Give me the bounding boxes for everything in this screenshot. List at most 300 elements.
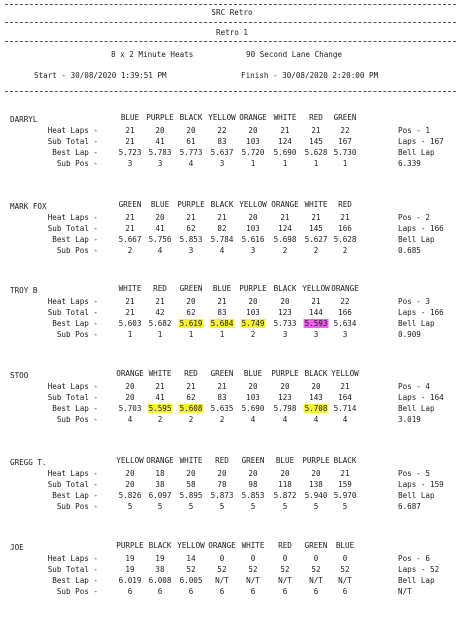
heat-laps-value: 20 [186,126,196,135]
position: Pos - 3 [398,297,431,306]
sub-pos-value: 3 [282,330,288,339]
best-lap-value: 5.826 [118,491,142,500]
lane-color-header: BLUE [275,456,295,465]
sub-pos-value: 3 [250,246,256,255]
heat-laps-value: 21 [340,213,350,222]
heat-laps-value: 20 [311,469,321,478]
bell-lap-label: Bell Lap [398,404,435,413]
sub-pos-value: 4 [342,415,348,424]
sub-total-value: 118 [278,480,292,489]
sub-total-value: 164 [338,393,352,402]
lane-color-header: YELLOW [331,369,359,378]
heat-laps-value: 20 [248,297,258,306]
sub-total-value: 62 [186,308,196,317]
report-title: SRC Retro [211,8,253,17]
lane-color-header: GREEN [241,456,265,465]
sub-pos-value: 4 [313,415,319,424]
sub-pos-value: 6 [157,587,163,596]
best-lap-value: 5.634 [333,319,357,328]
sub-pos-label: Sub Pos - [56,415,98,424]
sub-pos-value: 2 [282,246,288,255]
lane-color-header: BLACK [179,113,203,122]
driver-name: JOE [10,543,24,552]
sub-total-value: 21 [125,137,135,146]
lane-color-header: PURPLE [271,369,299,378]
best-lap-value: N/T [246,576,260,585]
lane-color-header: BLACK [210,200,234,209]
best-lap-value: 6.097 [148,491,172,500]
heat-laps-value: 21 [125,213,135,222]
sub-total-value: 145 [309,224,323,233]
heat-laps-value: 20 [155,213,165,222]
sub-pos-value: 2 [342,246,348,255]
best-lap-value: 5.720 [241,148,265,157]
lane-color-header: ORANGE [239,113,267,122]
bell-lap-time: 0.909 [398,330,421,339]
heat-laps-value: 21 [280,213,290,222]
heat-laps-value: 20 [248,469,258,478]
best-lap-value: 5.970 [333,491,357,500]
sub-pos-value: 6 [188,587,194,596]
sub-total-value: 21 [125,308,135,317]
best-lap-value: 5.682 [148,319,172,328]
best-lap-value: 5.635 [210,404,234,413]
best-lap-value: 5.872 [273,491,297,500]
best-lap-value: 5.637 [210,148,234,157]
sub-total-value: 98 [248,480,258,489]
best-lap-value-highlighted: 5.684 [210,319,234,328]
sub-pos-value: 1 [188,330,194,339]
lane-color-header: WHITE [304,200,328,209]
total-laps: Laps - 52 [398,565,440,574]
sub-pos-value: 4 [250,415,256,424]
lane-color-header: PURPLE [146,113,174,122]
sub-total-value: 20 [125,480,135,489]
sub-pos-label: Sub Pos - [56,159,98,168]
best-lap-value: 5.667 [118,235,142,244]
heat-laps-label: Heat Laps - [47,213,98,222]
sub-total-label: Sub Total - [47,480,98,489]
sub-pos-value: 5 [127,502,133,511]
total-laps: Laps - 164 [398,393,444,402]
lane-color-header: YELLOW [177,541,205,550]
heat-laps-value: 21 [125,126,135,135]
divider [5,41,456,42]
position: Pos - 4 [398,382,431,391]
sub-total-value: 82 [217,224,227,233]
sub-pos-label: Sub Pos - [56,502,98,511]
sub-total-value: 83 [217,393,227,402]
bell-lap-label: Bell Lap [398,148,435,157]
best-lap-value: 5.798 [273,404,297,413]
start-time: Start - 30/08/2020 1:39:51 PM [34,71,167,80]
sub-total-value: 38 [155,480,165,489]
sub-total-value: 138 [309,480,323,489]
sub-pos-value: 3 [219,159,225,168]
best-lap-value-highlighted: 5.749 [241,319,265,328]
lane-color-header: WHITE [148,369,172,378]
sub-total-value: 52 [186,565,196,574]
heat-laps-value: 20 [280,297,290,306]
heat-laps-value: 0 [282,554,288,563]
lane-color-header: PURPLE [177,200,205,209]
lane-color-header: RED [215,456,229,465]
best-lap-label: Best Lap - [52,319,98,328]
best-lap-value: 5.853 [179,235,203,244]
sub-pos-value: 4 [157,246,163,255]
sub-total-label: Sub Total - [47,137,98,146]
sub-total-value: 20 [125,393,135,402]
sub-total-value: 78 [217,480,227,489]
position: Pos - 1 [398,126,431,135]
total-laps: Laps - 167 [398,137,444,146]
best-lap-value: 5.873 [210,491,234,500]
best-lap-value: 5.616 [241,235,265,244]
best-lap-label: Best Lap - [52,576,98,585]
sub-total-value: 21 [125,224,135,233]
lane-color-header: YELLOW [116,456,144,465]
best-lap-value-highlighted: 5.593 [304,319,328,328]
sub-total-label: Sub Total - [47,393,98,402]
sub-total-value: 103 [246,224,260,233]
lane-color-header: RED [309,113,323,122]
sub-total-value: 83 [217,308,227,317]
total-laps: Laps - 166 [398,224,444,233]
best-lap-value: 5.730 [333,148,357,157]
best-lap-value: 5.773 [179,148,203,157]
sub-pos-value: 1 [250,159,256,168]
heat-laps-value: 21 [217,382,227,391]
finish-time: Finish - 30/08/2020 2:20:00 PM [241,71,379,80]
best-lap-value: 5.714 [333,404,357,413]
sub-pos-value: 1 [342,159,348,168]
best-lap-label: Best Lap - [52,235,98,244]
lane-color-header: BLACK [304,369,328,378]
sub-pos-value: 5 [157,502,163,511]
best-lap-label: Best Lap - [52,491,98,500]
sub-total-value: 83 [217,137,227,146]
lane-color-header: YELLOW [208,113,236,122]
lane-color-header: WHITE [273,113,297,122]
bell-lap-label: Bell Lap [398,576,435,585]
bell-lap-label: Bell Lap [398,235,435,244]
lane-color-header: ORANGE [146,456,174,465]
lane-color-header: BLUE [150,200,170,209]
best-lap-value: 5.628 [304,148,328,157]
best-lap-value: 5.733 [273,319,297,328]
lane-color-header: BLACK [148,541,172,550]
sub-pos-value: 5 [219,502,225,511]
sub-total-value: 124 [278,224,292,233]
lane-color-header: BLUE [212,284,232,293]
divider [5,4,456,5]
lane-color-header: ORANGE [208,541,236,550]
best-lap-value: 5.756 [148,235,172,244]
best-lap-value-highlighted: 5.608 [179,404,203,413]
sub-total-value: 38 [155,565,165,574]
sub-total-value: 41 [155,224,165,233]
divider [5,91,456,92]
best-lap-value: 6.008 [148,576,172,585]
sub-total-value: 166 [338,308,352,317]
best-lap-value: 5.783 [148,148,172,157]
driver-name: DARRYL [10,115,38,124]
sub-pos-value: 4 [127,415,133,424]
total-laps: Laps - 166 [398,308,444,317]
heat-laps-value: 21 [311,126,321,135]
sub-total-value: 52 [217,565,227,574]
heat-laps-label: Heat Laps - [47,126,98,135]
sub-total-value: 103 [246,393,260,402]
sub-total-value: 61 [186,137,196,146]
sub-pos-value: 3 [127,159,133,168]
position: Pos - 6 [398,554,431,563]
heat-laps-value: 21 [311,213,321,222]
sub-pos-label: Sub Pos - [56,587,98,596]
heat-laps-value: 21 [311,297,321,306]
best-lap-value: 5.690 [273,148,297,157]
sub-pos-label: Sub Pos - [56,246,98,255]
best-lap-value: N/T [338,576,352,585]
sub-total-value: 62 [186,224,196,233]
sub-pos-value: 1 [282,159,288,168]
sub-pos-value: 6 [250,587,256,596]
sub-total-value: 159 [338,480,352,489]
lane-color-header: BLUE [120,113,140,122]
heat-laps-label: Heat Laps - [47,382,98,391]
bell-lap-time: N/T [398,587,412,596]
heat-laps-value: 21 [340,469,350,478]
heat-laps-value: 21 [340,382,350,391]
best-lap-value-highlighted: 5.619 [179,319,203,328]
lane-color-header: RED [184,369,198,378]
sub-pos-value: 4 [188,159,194,168]
sub-pos-value: 3 [157,159,163,168]
lane-color-header: RED [153,284,167,293]
sub-total-value: 166 [338,224,352,233]
sub-pos-value: 5 [282,502,288,511]
sub-total-value: 167 [338,137,352,146]
lane-color-header: WHITE [179,456,203,465]
sub-total-value: 41 [155,393,165,402]
sub-total-value: 143 [309,393,323,402]
sub-total-value: 103 [246,308,260,317]
sub-pos-value: 5 [313,502,319,511]
sub-pos-value: 4 [282,415,288,424]
sub-total-value: 144 [309,308,323,317]
heat-laps-value: 20 [248,126,258,135]
heat-laps-value: 20 [248,213,258,222]
heat-laps-label: Heat Laps - [47,469,98,478]
lane-color-header: GREEN [118,200,142,209]
sub-pos-value: 2 [219,415,225,424]
bell-lap-label: Bell Lap [398,491,435,500]
driver-name: GREGG T. [10,458,47,467]
sub-total-label: Sub Total - [47,308,98,317]
lane-color-header: WHITE [241,541,265,550]
heat-laps-value: 18 [155,469,165,478]
best-lap-value: 6.005 [179,576,203,585]
lane-color-header: BLUE [335,541,355,550]
best-lap-value-highlighted: 5.708 [304,404,328,413]
lane-color-header: GREEN [333,113,357,122]
sub-pos-value: 5 [342,502,348,511]
bell-lap-label: Bell Lap [398,319,435,328]
sub-pos-value: 2 [313,246,319,255]
lane-color-header: BLACK [273,284,297,293]
sub-total-value: 103 [246,137,260,146]
heat-laps-value: 0 [250,554,256,563]
position: Pos - 2 [398,213,431,222]
best-lap-value: 5.895 [179,491,203,500]
best-lap-label: Best Lap - [52,404,98,413]
lane-color-header: ORANGE [331,284,359,293]
heat-laps-value: 20 [125,469,135,478]
sub-pos-value: 2 [188,415,194,424]
heat-laps-value: 22 [340,297,350,306]
bell-lap-time: 6.339 [398,159,421,168]
sub-total-value: 123 [278,308,292,317]
sub-pos-value: 2 [157,415,163,424]
heat-laps-value: 0 [342,554,348,563]
position: Pos - 5 [398,469,431,478]
race-name: Retro 1 [215,28,249,37]
lane-color-header: GREEN [179,284,203,293]
heat-laps-value: 21 [186,382,196,391]
sub-pos-value: 6 [342,587,348,596]
lane-color-header: BLACK [333,456,357,465]
lane-color-header: PURPLE [116,541,144,550]
lane-color-header: YELLOW [239,200,267,209]
lane-color-header: GREEN [210,369,234,378]
best-lap-value: 5.784 [210,235,234,244]
heats-info: 8 x 2 Minute Heats [111,50,194,59]
sub-pos-value: 5 [188,502,194,511]
sub-pos-value: 1 [127,330,133,339]
sub-pos-value: 6 [219,587,225,596]
heat-laps-value: 22 [217,126,227,135]
sub-total-value: 145 [309,137,323,146]
best-lap-value: 5.703 [118,404,142,413]
heat-laps-value: 20 [280,382,290,391]
sub-total-value: 52 [311,565,321,574]
bell-lap-time: 0.685 [398,246,421,255]
heat-laps-value: 21 [217,297,227,306]
sub-pos-value: 6 [313,587,319,596]
lane-color-header: RED [278,541,292,550]
sub-total-value: 52 [280,565,290,574]
best-lap-value: 5.627 [304,235,328,244]
best-lap-value: N/T [215,576,229,585]
best-lap-value: N/T [309,576,323,585]
best-lap-value: 5.698 [273,235,297,244]
sub-pos-value: 6 [282,587,288,596]
sub-pos-value: 6 [127,587,133,596]
sub-total-value: 41 [155,137,165,146]
heat-laps-value: 21 [155,382,165,391]
sub-pos-value: 1 [313,159,319,168]
heat-laps-value: 20 [311,382,321,391]
sub-pos-value: 2 [127,246,133,255]
best-lap-value: 5.723 [118,148,142,157]
lane-color-header: RED [338,200,352,209]
lane-color-header: PURPLE [302,456,330,465]
lane-color-header: ORANGE [116,369,144,378]
heat-laps-value: 19 [125,554,135,563]
sub-pos-value: 3 [342,330,348,339]
heat-laps-label: Heat Laps - [47,297,98,306]
lane-color-header: YELLOW [302,284,330,293]
heat-laps-value: 21 [217,213,227,222]
heat-laps-value: 21 [155,297,165,306]
heat-laps-value: 21 [186,213,196,222]
driver-name: TROY B [10,286,38,295]
lane-change-info: 90 Second Lane Change [246,50,343,59]
sub-pos-value: 1 [219,330,225,339]
sub-pos-value: 1 [157,330,163,339]
best-lap-value: 6.019 [118,576,142,585]
heat-laps-value: 21 [280,126,290,135]
heat-laps-value: 0 [313,554,319,563]
driver-name: MARK FOX [10,202,47,211]
total-laps: Laps - 159 [398,480,444,489]
best-lap-label: Best Lap - [52,148,98,157]
heat-laps-value: 20 [280,469,290,478]
sub-total-value: 124 [278,137,292,146]
heat-laps-value: 20 [186,469,196,478]
sub-total-value: 52 [340,565,350,574]
heat-laps-value: 19 [155,554,165,563]
bell-lap-time: 6.687 [398,502,421,511]
sub-total-value: 52 [248,565,258,574]
best-lap-value: N/T [278,576,292,585]
sub-pos-value: 5 [250,502,256,511]
lane-color-header: ORANGE [271,200,299,209]
heat-laps-value: 0 [219,554,225,563]
bell-lap-time: 3.019 [398,415,421,424]
heat-laps-value: 20 [248,382,258,391]
sub-pos-label: Sub Pos - [56,330,98,339]
lane-color-header: WHITE [118,284,142,293]
lane-color-header: PURPLE [239,284,267,293]
best-lap-value-highlighted: 5.595 [148,404,172,413]
heat-laps-value: 14 [186,554,196,563]
heat-laps-value: 20 [125,382,135,391]
heat-laps-value: 20 [155,126,165,135]
lane-color-header: BLUE [243,369,263,378]
sub-total-value: 62 [186,393,196,402]
heat-laps-value: 20 [217,469,227,478]
best-lap-value: 5.853 [241,491,265,500]
heat-laps-value: 21 [125,297,135,306]
driver-name: STOO [10,371,29,380]
heat-laps-value: 20 [186,297,196,306]
divider [5,22,456,23]
sub-total-label: Sub Total - [47,565,98,574]
sub-total-value: 19 [125,565,135,574]
sub-pos-value: 3 [313,330,319,339]
sub-total-label: Sub Total - [47,224,98,233]
sub-pos-value: 3 [188,246,194,255]
sub-total-value: 123 [278,393,292,402]
sub-pos-value: 2 [250,330,256,339]
sub-total-value: 42 [155,308,165,317]
heat-laps-label: Heat Laps - [47,554,98,563]
heat-laps-value: 22 [340,126,350,135]
best-lap-value: 5.603 [118,319,142,328]
sub-pos-value: 4 [219,246,225,255]
best-lap-value: 5.940 [304,491,328,500]
